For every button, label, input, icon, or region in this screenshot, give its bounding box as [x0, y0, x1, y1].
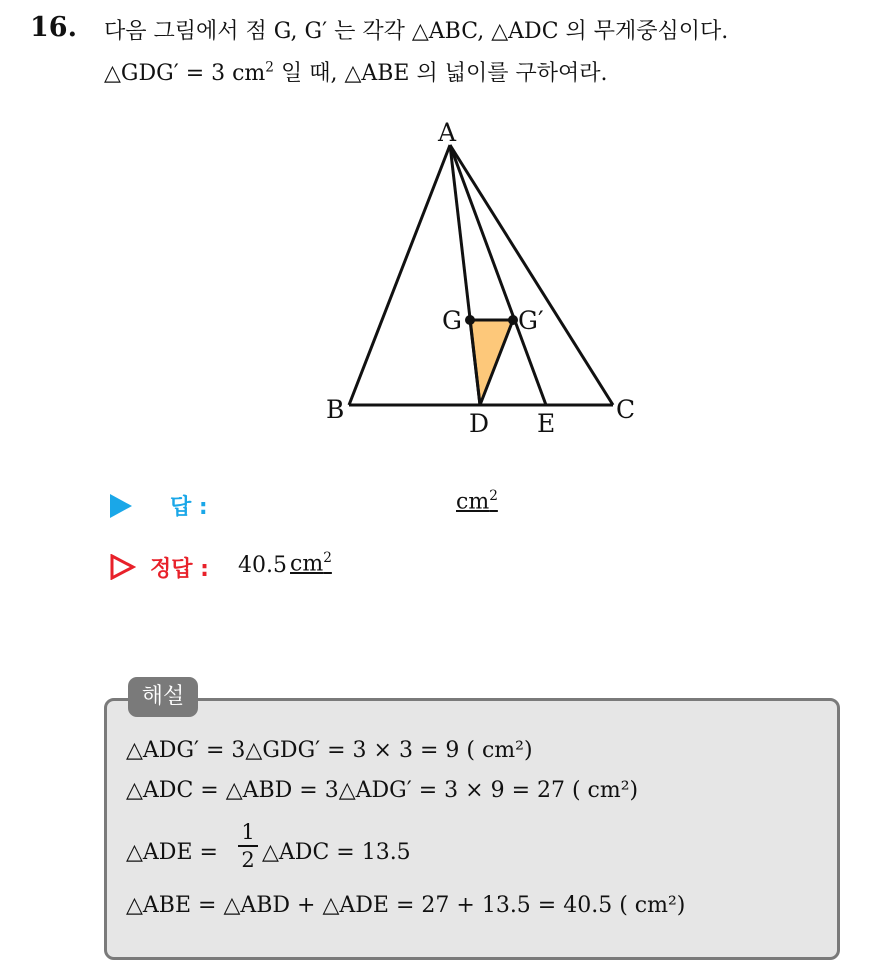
label-c: C: [616, 395, 636, 424]
solution-line-1: △ADG′ = 3△GDG′ = 3 × 3 = 9 ( cm²): [126, 738, 533, 763]
correct-unit-text: cm: [290, 551, 324, 577]
question-line-2-pre: △GDG′ = 3 cm: [104, 61, 266, 86]
question-line-2-sup: 2: [265, 59, 274, 76]
correct-answer-row: [110, 550, 530, 590]
correct-answer-unit: [290, 550, 332, 576]
correct-answer-value: 40.5: [238, 553, 287, 578]
label-d: D: [469, 409, 490, 438]
answer-unit-text: cm: [456, 489, 490, 515]
solution-line-4: △ABE = △ABD + △ADE = 27 + 13.5 = 40.5 ( cm²): [126, 893, 686, 918]
fraction-bar: [238, 845, 258, 847]
solution-tab: 해설: [128, 677, 198, 717]
answer-label: 답 :: [170, 495, 208, 520]
solution-line-2: △ADC = △ABD = 3△ADG′ = 3 × 9 = 27 ( cm²): [126, 778, 639, 803]
label-g-prime: G′: [518, 306, 544, 335]
label-b: B: [326, 395, 345, 424]
triangle-figure: [0, 0, 884, 470]
label-e: E: [537, 409, 556, 438]
fraction-one-half: [238, 820, 258, 872]
correct-answer-label: 정답 :: [150, 557, 209, 582]
label-a: A: [438, 118, 457, 147]
answer-row: [110, 488, 530, 528]
solution-line-3-post: △ADC = 13.5: [262, 840, 411, 865]
question-line-2-post: 일 때, △ABE 의 넓이를 구하여라.: [273, 61, 608, 86]
answer-unit-sup: 2: [489, 488, 498, 504]
answer-unit: [456, 488, 498, 514]
question-line-1: 다음 그림에서 점 G, G′ 는 각각 △ABC, △ADC 의 무게중심이다.: [104, 19, 729, 44]
solution-line-3-pre: △ADE =: [126, 840, 218, 865]
side-ab: [349, 145, 450, 405]
fraction-numerator: 1: [241, 820, 255, 844]
play-marker-icon: [110, 494, 132, 518]
question-number: 16.: [30, 12, 77, 43]
label-g: G: [442, 306, 462, 335]
outline-play-marker-icon: [110, 554, 136, 580]
correct-unit-sup: 2: [323, 550, 332, 566]
fraction-denominator: 2: [241, 848, 255, 872]
point-g: [465, 315, 475, 325]
point-g-prime: [508, 315, 518, 325]
